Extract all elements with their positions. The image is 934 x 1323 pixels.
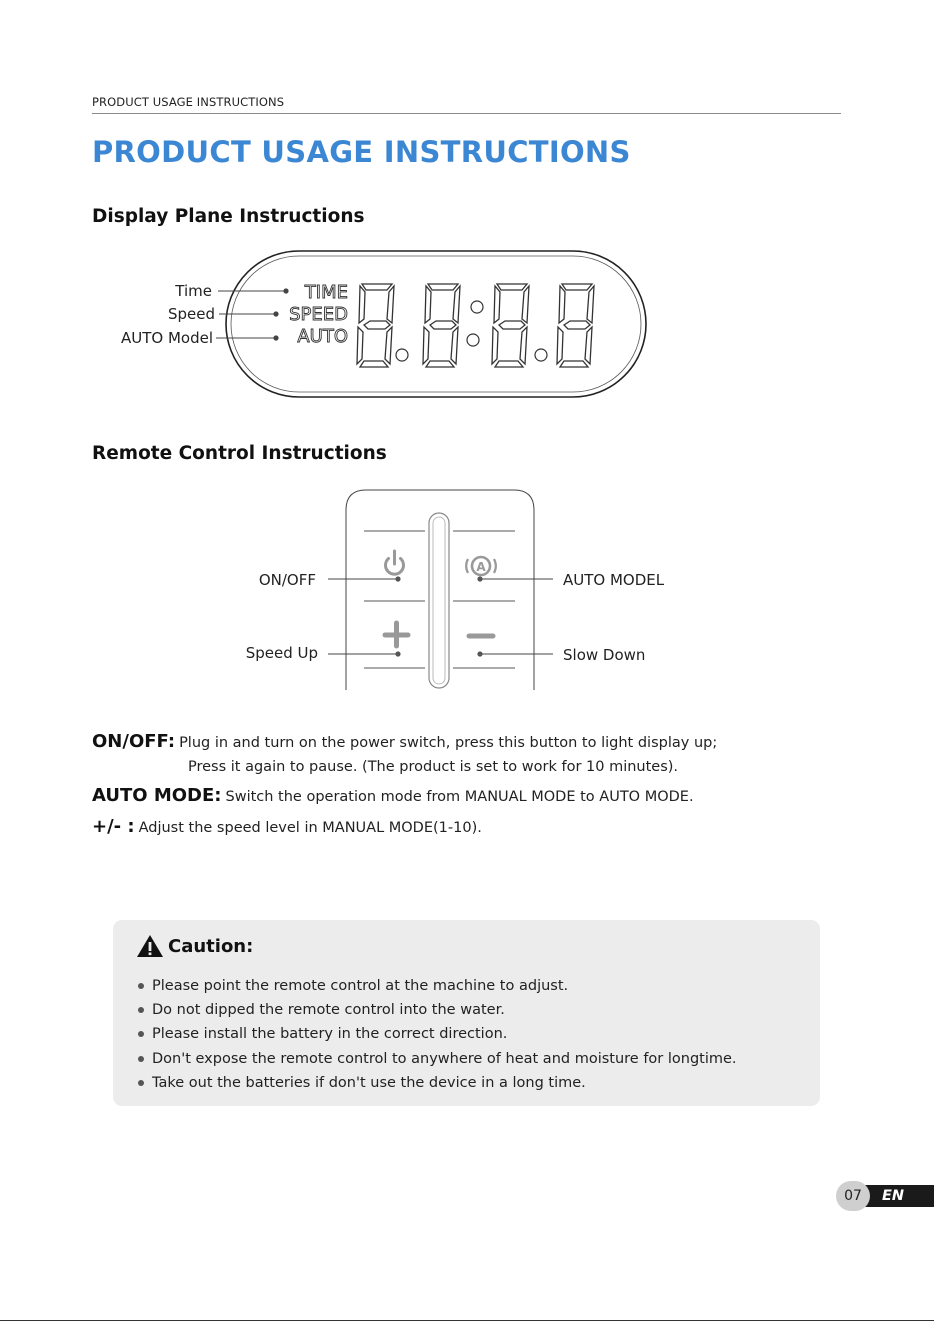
svg-text:A: A: [476, 560, 486, 574]
instruction-auto-mode-term: AUTO MODE:: [92, 785, 222, 806]
panel-label-speed: SPEED: [289, 304, 348, 325]
caution-item: Take out the batteries if don't use the device in a long time.: [137, 1071, 737, 1095]
display-panel-diagram: [100, 245, 660, 405]
panel-label-auto: AUTO: [297, 326, 348, 347]
display-section-title: Display Plane Instructions: [92, 206, 365, 227]
caution-item: Don't expose the remote control to anywhere of heat and moisture for longtime.: [137, 1047, 737, 1071]
callout-auto-model: AUTO Model: [120, 329, 213, 347]
instruction-auto-mode: [92, 785, 694, 806]
instruction-on-off: [92, 731, 717, 752]
running-header: PRODUCT USAGE INSTRUCTIONS: [92, 95, 285, 109]
caution-box: [113, 920, 820, 1106]
digit-4: [557, 284, 594, 367]
caution-title: Caution:: [168, 935, 254, 957]
callout-slow-down: Slow Down: [563, 646, 646, 664]
instruction-on-off-term: ON/OFF:: [92, 731, 176, 752]
instruction-speed: [92, 816, 482, 837]
caution-item: Please point the remote control at the machine to adjust.: [137, 974, 737, 998]
callout-auto-model-button: AUTO MODEL: [563, 571, 665, 589]
caution-heading: [136, 933, 253, 959]
language-tag: EN: [854, 1185, 934, 1207]
callout-speed: Speed: [167, 305, 215, 323]
header-divider: [92, 113, 841, 114]
auto-mode-icon: [466, 557, 495, 575]
remote-section-title: Remote Control Instructions: [92, 443, 387, 464]
instruction-on-off-continued: Press it again to pause. (The product is set to work for 10 minutes).: [188, 759, 679, 775]
page-title: PRODUCT USAGE INSTRUCTIONS: [92, 135, 631, 169]
footer-divider: [0, 1320, 934, 1321]
instruction-auto-mode-text: Switch the operation mode from MANUAL MODE to AUTO MODE.: [225, 789, 694, 805]
power-icon: [386, 551, 404, 574]
instruction-speed-text: Adjust the speed level in MANUAL MODE(1-10).: [138, 820, 482, 836]
page-number: 07: [836, 1181, 870, 1211]
digit-3: [492, 284, 529, 367]
caution-item: Please install the battery in the correct direction.: [137, 1022, 737, 1046]
instruction-speed-term: +/- :: [92, 816, 135, 837]
callout-speed-up: Speed Up: [245, 644, 318, 662]
instruction-on-off-text: Plug in and turn on the power switch, press this button to light display up;: [179, 735, 718, 751]
remote-control-diagram: [230, 485, 700, 700]
callout-time: Time: [175, 282, 212, 300]
plus-icon: [385, 623, 408, 646]
panel-label-time: TIME: [304, 282, 348, 303]
caution-list: [137, 974, 737, 1095]
digit-2: [423, 284, 460, 367]
warning-icon: [136, 933, 164, 959]
page-badge: [836, 1181, 934, 1211]
digit-1: [357, 284, 394, 367]
callout-on-off: ON/OFF: [258, 571, 316, 589]
caution-item: Do not dipped the remote control into the water.: [137, 998, 737, 1022]
